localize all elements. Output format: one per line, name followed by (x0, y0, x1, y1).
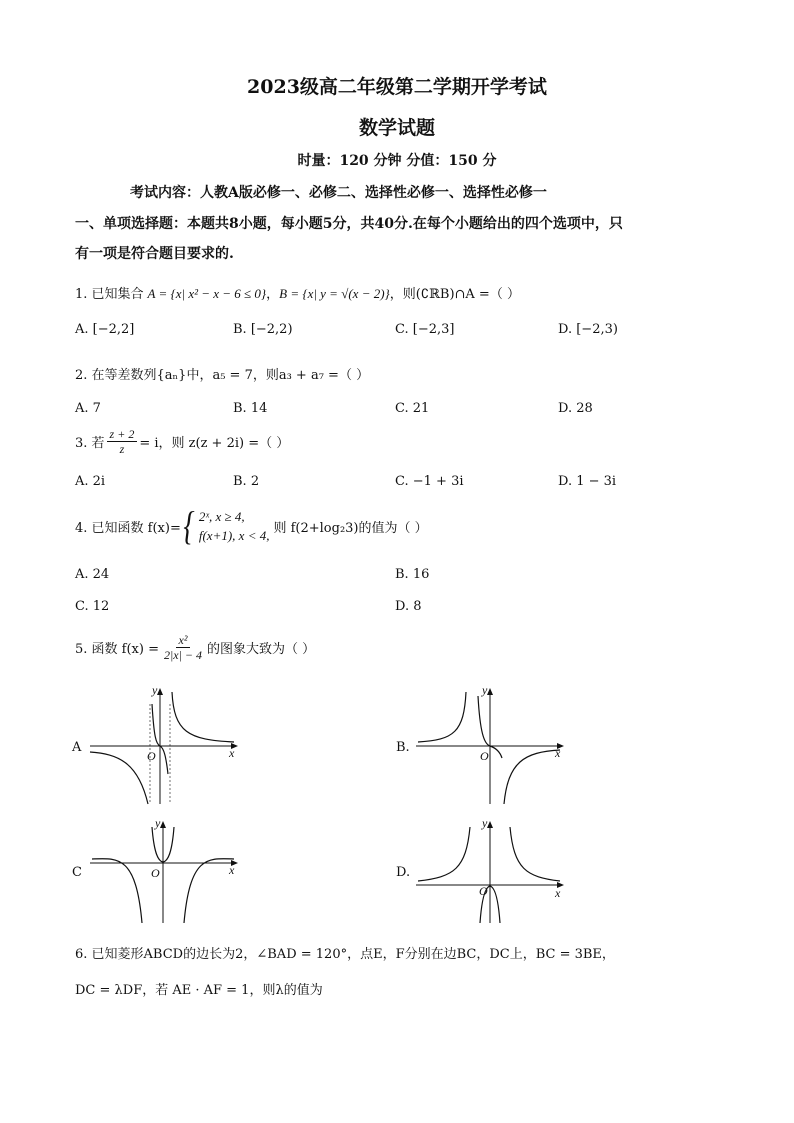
y-axis-arrow (487, 821, 493, 828)
curve-left (90, 752, 148, 804)
q2-option-c[interactable]: C. 21 (395, 401, 430, 416)
x-label: x (555, 746, 561, 760)
q5-fraction (161, 633, 205, 662)
exam-title: 2023级高二年级第二学期开学考试 (247, 76, 547, 98)
curve-left (418, 692, 466, 742)
q1-tail: ，则(∁ℝB)∩A =（ ） (389, 287, 520, 302)
question-1: 1. 已知集合 A = {x| x² − x − 6 ≤ 0}，B = {x| y = √(x − 2)}，则(∁ℝB)∩A =（ ） (75, 286, 520, 302)
q5-graph-b[interactable] (414, 682, 569, 807)
q5-frac-num: x² (176, 633, 191, 648)
question-3 (75, 427, 289, 456)
q5-prefix: 5. 函数 f(x) = (75, 642, 159, 657)
q3-option-a[interactable]: A. 2i (75, 474, 106, 489)
q4-tail: 则 f(2+log₂3)的值为（ ） (273, 520, 428, 536)
question-4 (75, 503, 428, 548)
y-label: y (155, 816, 161, 830)
x-label: x (229, 863, 235, 877)
curve-right (510, 827, 560, 881)
origin-label: O (480, 749, 489, 763)
y-axis-arrow (487, 688, 493, 695)
q2-option-a[interactable]: A. 7 (75, 401, 101, 416)
q5-tail: 的图象大致为（ ） (207, 642, 316, 657)
question-6-line1: 6. 已知菱形ABCD的边长为2，∠BAD = 120°，点E，F分别在边BC，DC上，BC = 3BE， (75, 947, 615, 962)
q3-option-b[interactable]: B. 2 (233, 474, 260, 489)
q4-option-c[interactable]: C. 12 (75, 599, 110, 614)
q3-prefix: 3. 若 (75, 436, 105, 451)
q5-option-d-label[interactable]: D. (396, 865, 411, 880)
q5-option-b-label[interactable]: B. (396, 740, 410, 755)
q1-prefix: 1. 已知集合 (75, 287, 144, 302)
q3-tail: = i，则 z(z + 2i) =（ ） (139, 436, 290, 451)
exam-scope: 考试内容：人教A版必修一、必修二、选择性必修一、选择性必修一 (130, 185, 547, 201)
q1-set-a: A = {x| x² − x − 6 ≤ 0} (147, 286, 267, 301)
y-label: y (482, 683, 488, 697)
q3-option-c[interactable]: C. −1 + 3i (395, 474, 464, 489)
q4-option-b[interactable]: B. 16 (395, 567, 430, 582)
time-score: 时量：120 分钟 分值：150 分 (297, 153, 497, 169)
q3-frac-den: z (119, 442, 125, 456)
q4-case2: f(x+1), x < 4, (198, 528, 270, 543)
q3-fraction (107, 427, 138, 456)
q1-option-b[interactable]: B. [−2,2) (233, 322, 293, 337)
question-2: 2. 在等差数列{aₙ}中，a₅ = 7，则a₃ + a₇ =（ ） (75, 368, 370, 383)
curve-left (418, 827, 470, 881)
q1-option-c[interactable]: C. [−2,3] (395, 322, 455, 337)
q3-option-d[interactable]: D. 1 − 3i (558, 474, 617, 489)
origin-label: O (151, 866, 160, 880)
q1-option-d[interactable]: D. [−2,3) (558, 322, 618, 337)
q1-option-a[interactable]: A. [−2,2] (75, 322, 135, 337)
q2-option-d[interactable]: D. 28 (558, 401, 593, 416)
q5-graph-c[interactable] (88, 815, 243, 925)
y-label: y (152, 683, 158, 697)
question-5 (75, 633, 315, 662)
q5-graph-a[interactable] (88, 682, 243, 807)
q2-option-b[interactable]: B. 14 (233, 401, 268, 416)
q4-brace: { (183, 503, 195, 548)
q5-option-a-label[interactable]: A (72, 740, 82, 755)
curve-left (92, 859, 142, 923)
q5-graph-d[interactable] (414, 815, 569, 925)
x-label: x (229, 746, 235, 760)
curve-right (172, 692, 234, 742)
q4-option-a[interactable]: A. 24 (75, 567, 110, 582)
q4-piecewise (181, 503, 270, 548)
q5-option-c-label[interactable]: C (72, 865, 82, 880)
curve-right (184, 859, 234, 923)
q4-case1: 2ˣ, x ≥ 4, (198, 509, 245, 524)
question-6-line2: DC = λDF，若 AE · AF = 1，则λ的值为 (75, 983, 323, 998)
x-label: x (555, 886, 561, 900)
origin-label: O (479, 884, 488, 898)
section-instructions-line2: 有一项是符合题目要求的. (75, 246, 234, 262)
section-instructions-line1: 一、单项选择题：本题共8小题，每小题5分，共40分.在每个小题给出的四个选项中，只 (75, 216, 623, 232)
origin-label: O (147, 749, 156, 763)
q4-option-d[interactable]: D. 8 (395, 599, 422, 614)
subject-title: 数学试题 (358, 117, 435, 139)
y-axis-arrow (160, 821, 166, 828)
q1-set-b: B = {x| y = √(x − 2)} (279, 286, 390, 301)
q3-frac-num: z + 2 (107, 427, 138, 442)
y-axis-arrow (157, 688, 163, 695)
y-label: y (482, 816, 488, 830)
q4-prefix: 4. 已知函数 f(x)= (75, 520, 181, 536)
curve-right (504, 750, 560, 804)
q5-frac-den: 2|x| − 4 (163, 648, 203, 662)
